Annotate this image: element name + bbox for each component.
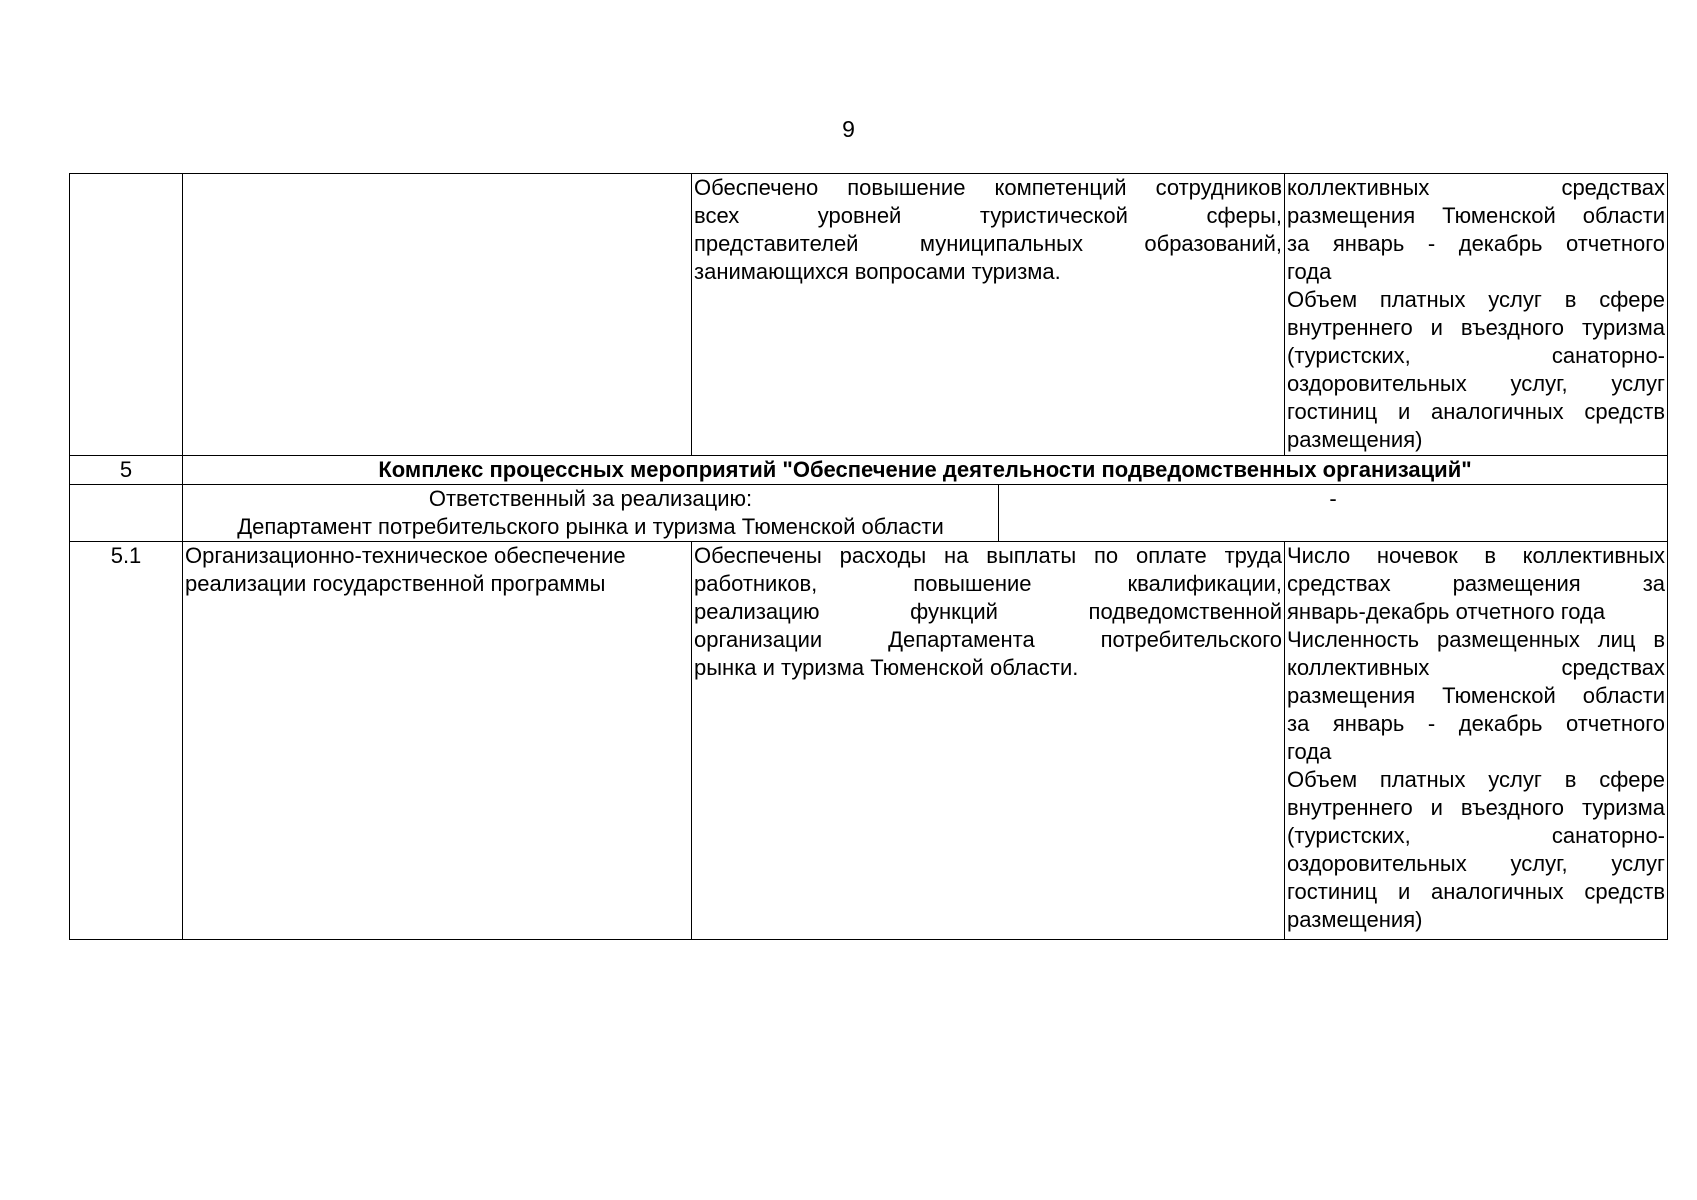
- table-row-responsible: [70, 485, 1668, 542]
- cell-result: [692, 542, 1285, 940]
- text-line: размещения): [1287, 907, 1423, 932]
- cell-indicators: [1285, 174, 1668, 456]
- row-number: 5.1: [70, 542, 183, 940]
- text-line: работников, повышение квалификации,: [694, 571, 1283, 596]
- text-line: Организационно-техническое обеспечение: [185, 543, 626, 568]
- text-block: [694, 542, 1282, 682]
- responsible-label: Ответственный за реализацию:: [428, 486, 753, 511]
- cell-name: [183, 542, 692, 940]
- text-line: реализацию функций подведомственной: [694, 599, 1283, 624]
- text-line: гостиниц и аналогичных средств: [1287, 879, 1666, 904]
- table-row-section: [70, 456, 1668, 485]
- table-row-continued: [70, 174, 1668, 456]
- text-line: представителей муниципальных образований,: [694, 231, 1283, 256]
- text-line: (туристских, санаторно-: [1287, 823, 1666, 848]
- text-block: [694, 174, 1282, 286]
- text-line: Объем платных услуг в сфере: [1287, 767, 1666, 792]
- text-line: года: [1287, 259, 1332, 284]
- text-line: оздоровительных услуг, услуг: [1287, 371, 1666, 396]
- text-block: [1287, 174, 1665, 454]
- cell-result: [692, 174, 1285, 456]
- text-block: [185, 542, 689, 598]
- text-line: за январь - декабрь отчетного: [1287, 231, 1666, 256]
- text-line: реализации государственной программы: [185, 571, 606, 596]
- text-line: всех уровней туристической сферы,: [694, 203, 1283, 228]
- text-line: Обеспечены расходы на выплаты по оплате труда: [694, 543, 1283, 568]
- text-line: оздоровительных услуг, услуг: [1287, 851, 1666, 876]
- text-line: Численность размещенных лиц в: [1287, 627, 1666, 652]
- text-line: занимающихся вопросами туризма.: [694, 259, 1061, 284]
- cell-name-empty: [183, 174, 692, 456]
- text-line: размещения Тюменской области: [1287, 683, 1666, 708]
- text-line: гостиниц и аналогичных средств: [1287, 399, 1666, 424]
- text-line: года: [1287, 739, 1332, 764]
- text-line: Обеспечено повышение компетенций сотрудников: [694, 175, 1283, 200]
- text-block: [1287, 542, 1665, 934]
- text-line: (туристских, санаторно-: [1287, 343, 1666, 368]
- text-line: средствах размещения за: [1287, 571, 1666, 596]
- responsible-cell: [183, 485, 999, 542]
- text-line: внутреннего и въездного туризма: [1287, 315, 1666, 340]
- cell-num-empty: [70, 485, 183, 542]
- text-line: размещения): [1287, 427, 1423, 452]
- text-line: рынка и туризма Тюменской области.: [694, 655, 1079, 680]
- table-row-5-1: [70, 542, 1668, 940]
- page-number: 9: [842, 116, 855, 142]
- text-line: январь-декабрь отчетного года: [1287, 599, 1606, 624]
- section-number: 5: [70, 456, 183, 485]
- text-line: внутреннего и въездного туризма: [1287, 795, 1666, 820]
- cell-indicators: [1285, 542, 1668, 940]
- section-title: Комплекс процессных мероприятий "Обеспечение деятельности подведомственных организаций": [183, 456, 1668, 485]
- text-line: Число ночевок в коллективных: [1287, 543, 1666, 568]
- cell-num-empty: [70, 174, 183, 456]
- responsible-department: Департамент потребительского рынка и туризма Тюменской области: [237, 514, 944, 539]
- text-line: Объем платных услуг в сфере: [1287, 287, 1666, 312]
- text-line: размещения Тюменской области: [1287, 203, 1666, 228]
- program-table: [69, 173, 1668, 940]
- text-line: коллективных средствах: [1287, 655, 1666, 680]
- text-line: коллективных средствах: [1287, 175, 1666, 200]
- responsible-value: -: [999, 485, 1668, 542]
- text-line: за январь - декабрь отчетного: [1287, 711, 1666, 736]
- text-line: организации Департамента потребительского: [694, 627, 1283, 652]
